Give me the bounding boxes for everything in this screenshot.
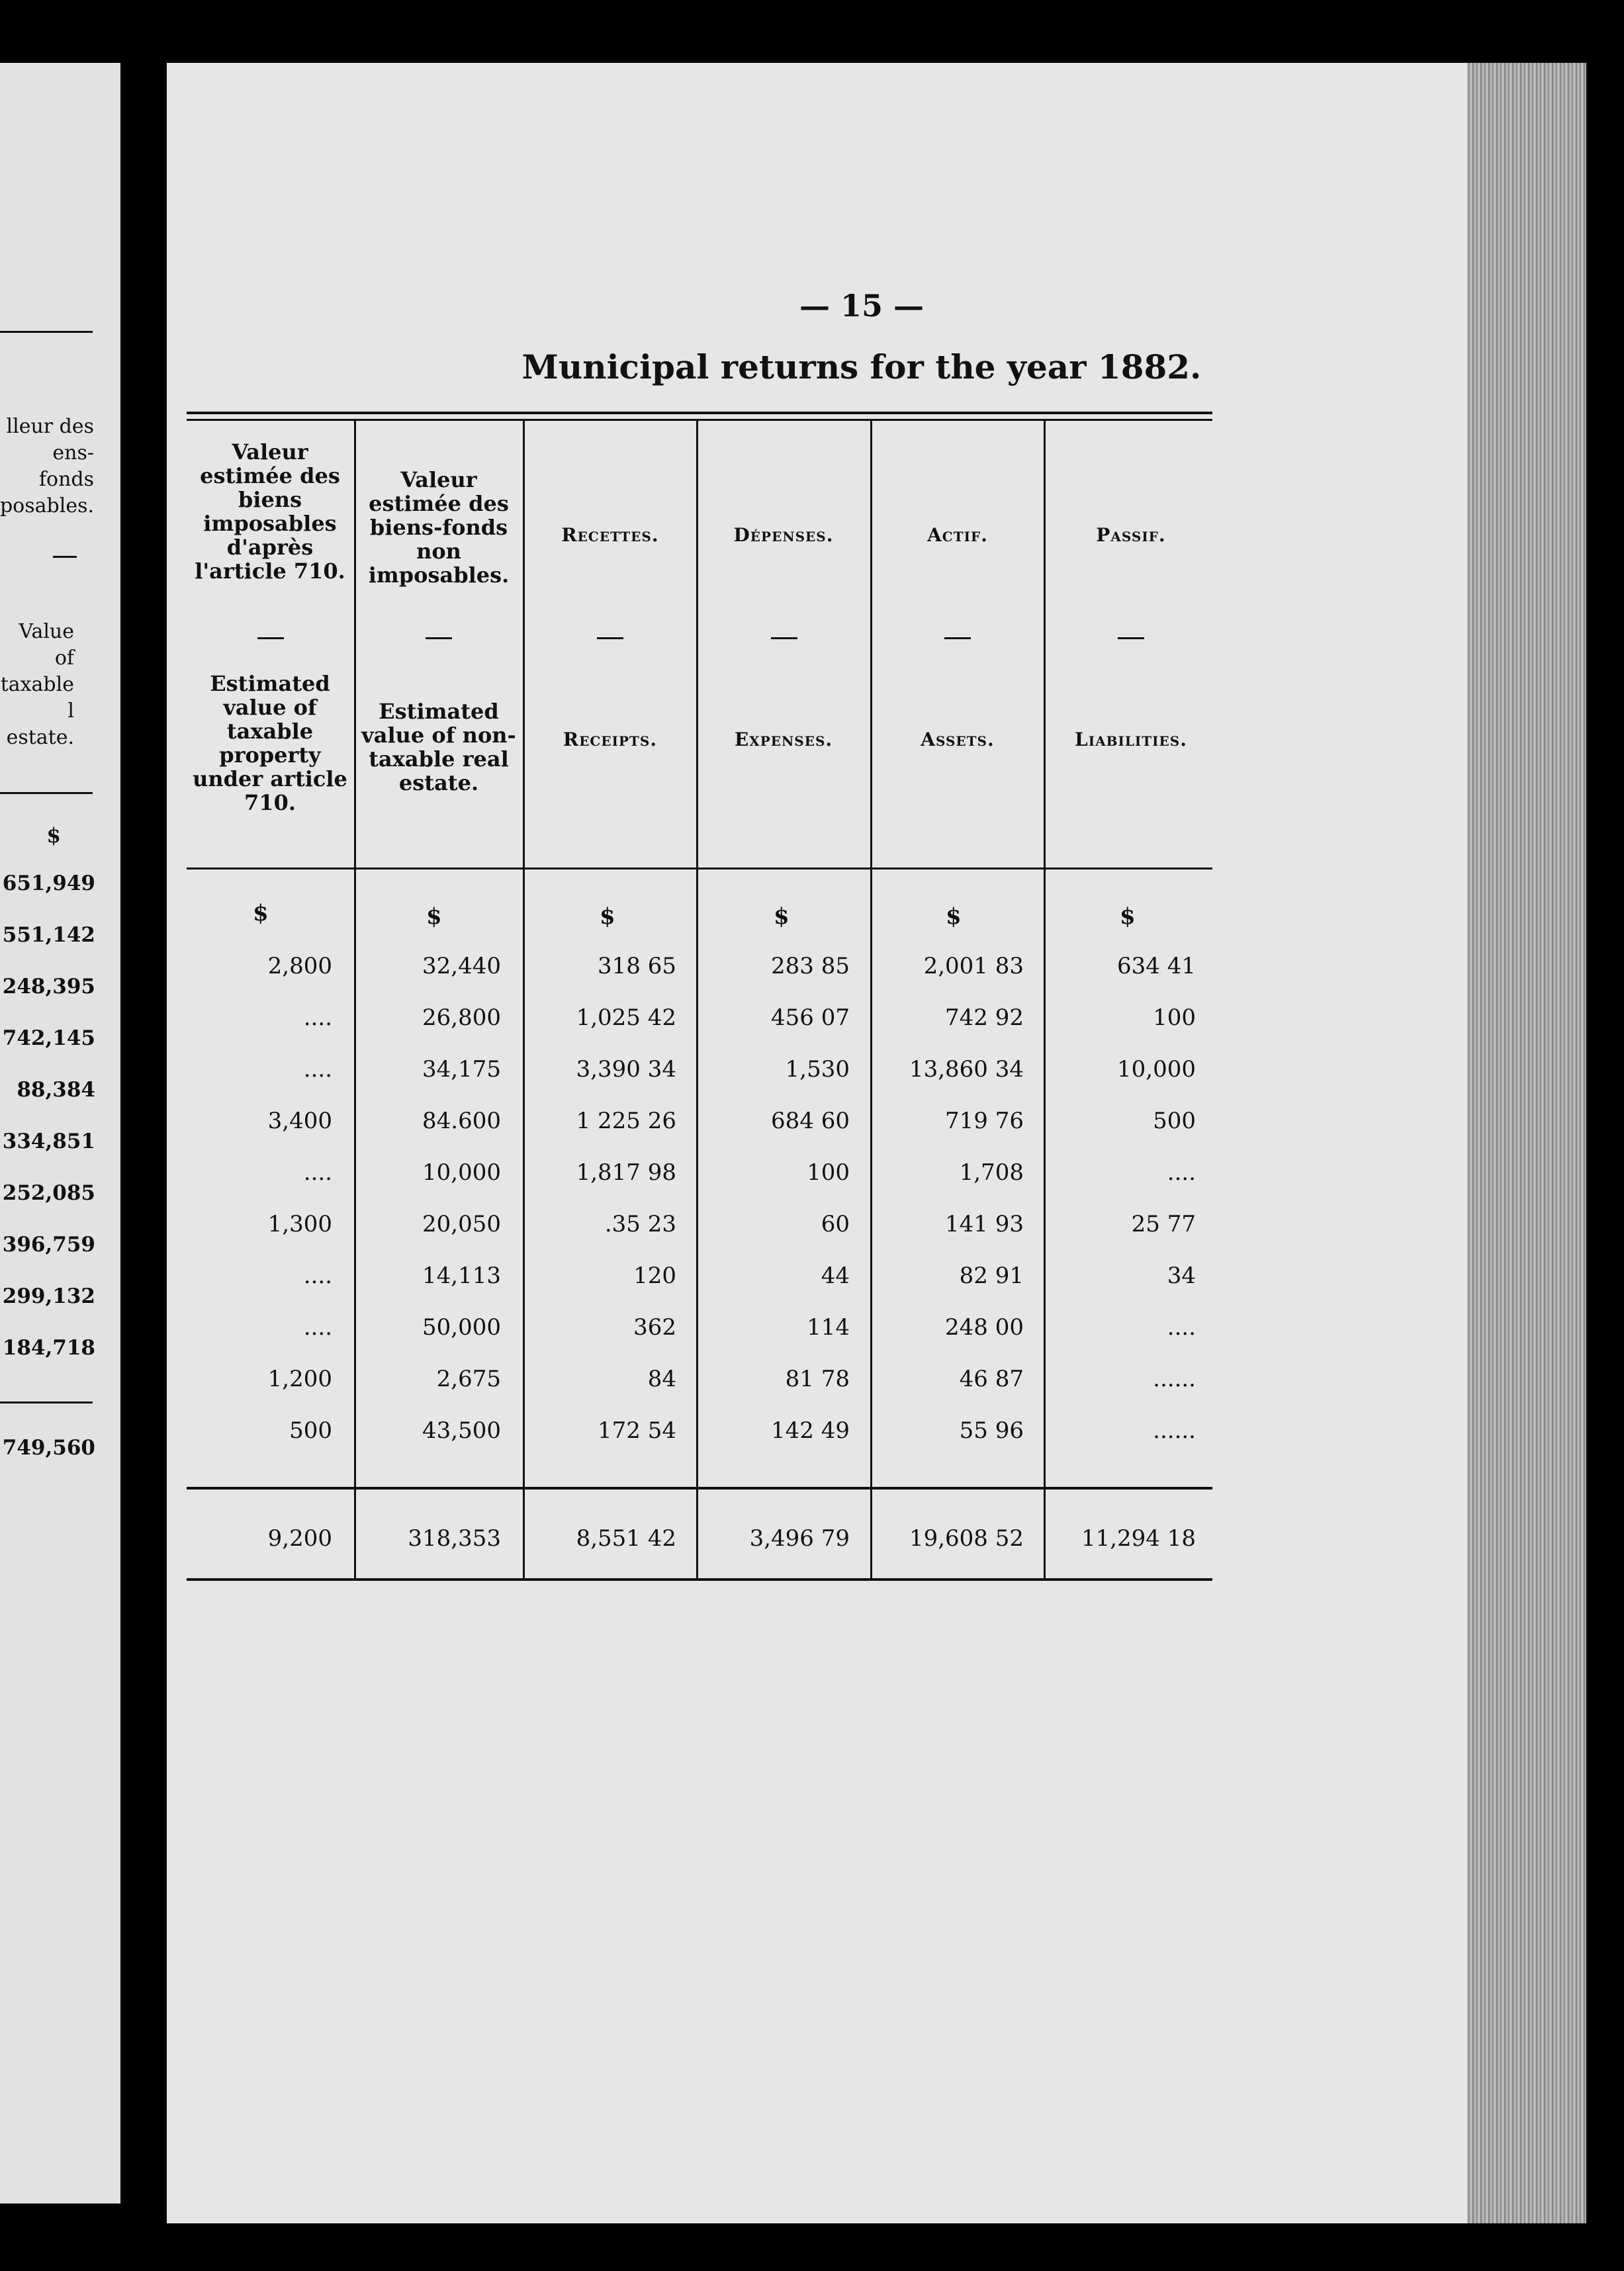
table-bottom-rule	[187, 1578, 1212, 1581]
left-header-line: Value of	[19, 620, 74, 670]
table-cell-r2-c4: 456 07	[771, 1004, 850, 1031]
left-value: 88,384	[17, 1078, 95, 1102]
header-en-col-6: Liabilities.	[1075, 729, 1187, 750]
left-value: 252,085	[2, 1181, 95, 1205]
header-en-col-2: Estimated value of non-taxable real estate.	[361, 699, 516, 795]
header-dash	[426, 637, 452, 639]
left-header-en	[0, 619, 74, 751]
col-separator	[523, 421, 525, 1581]
header-fr-col-2: Valeur estimée des biens-fonds non imposables.	[368, 467, 510, 588]
table-cell-r8-c5: 248 00	[945, 1314, 1024, 1341]
currency-symbol: $	[600, 903, 615, 930]
left-value: 248,395	[2, 975, 95, 999]
table-cell-r5-c4: 100	[807, 1159, 850, 1186]
col-separator	[870, 421, 872, 1581]
table-top-rule	[187, 412, 1212, 414]
table-cell-r7-c2: 14,113	[422, 1263, 501, 1289]
table-cell-r4-c5: 719 76	[945, 1108, 1024, 1134]
header-fr-col-6: Passif.	[1096, 524, 1166, 546]
header-dash	[944, 637, 971, 639]
left-value: 299,132	[2, 1284, 95, 1308]
left-header-line: l estate.	[6, 699, 74, 749]
table-cell-r9-c5: 46 87	[959, 1366, 1024, 1392]
table-top-rule-2	[187, 419, 1212, 421]
table-cell-r2-c1: ....	[303, 1004, 332, 1031]
total-cell-c5: 19,608 52	[909, 1525, 1024, 1552]
table-cell-r6-c6: 25 77	[1131, 1211, 1196, 1237]
table-cell-r2-c5: 742 92	[945, 1004, 1024, 1031]
left-value: 334,851	[2, 1130, 95, 1153]
table-cell-r6-c1: 1,300	[267, 1211, 332, 1237]
table-cell-r10-c4: 142 49	[771, 1417, 850, 1444]
table-cell-r3-c2: 34,175	[422, 1056, 501, 1083]
table-cell-r5-c2: 10,000	[422, 1159, 501, 1186]
totals-rule	[187, 1487, 1212, 1490]
table-cell-r9-c4: 81 78	[785, 1366, 850, 1392]
table-cell-r7-c6: 34	[1167, 1263, 1196, 1289]
table-cell-r10-c1: 500	[289, 1417, 332, 1444]
table-cell-r8-c2: 50,000	[422, 1314, 501, 1341]
table-cell-r4-c3: 1 225 26	[576, 1108, 676, 1134]
header-fr-col-5: Actif.	[927, 524, 988, 546]
header-en-col-3: Receipts.	[563, 729, 658, 750]
table-cell-r6-c4: 60	[821, 1211, 850, 1237]
left-rule-bottom	[0, 1402, 93, 1403]
table-cell-r7-c1: ....	[303, 1263, 332, 1289]
table-cell-r6-c2: 20,050	[422, 1211, 501, 1237]
table-cell-r4-c6: 500	[1153, 1108, 1196, 1134]
header-en-col-4: Expenses.	[734, 729, 833, 750]
total-cell-c3: 8,551 42	[576, 1525, 676, 1552]
table-cell-r3-c6: 10,000	[1117, 1056, 1196, 1083]
table-cell-r1-c6: 634 41	[1117, 953, 1196, 979]
table-cell-r8-c4: 114	[807, 1314, 850, 1341]
page-edge	[1467, 63, 1586, 2223]
left-value: 742,145	[2, 1026, 95, 1050]
header-en-col-1: Estimated value of taxable property under article 710.	[193, 671, 347, 815]
table-cell-r9-c3: 84	[647, 1366, 676, 1392]
header-fr-col-3: Recettes.	[561, 524, 659, 546]
table-cell-r9-c1: 1,200	[267, 1366, 332, 1392]
table-cell-r1-c4: 283 85	[771, 953, 850, 979]
table-cell-r10-c2: 43,500	[422, 1417, 501, 1444]
left-header-line: posables.	[0, 494, 94, 517]
table-cell-r3-c1: ....	[303, 1056, 332, 1083]
table-cell-r10-c6: ......	[1153, 1417, 1196, 1444]
currency-symbol: $	[1120, 903, 1136, 930]
left-rule-top	[0, 331, 93, 333]
total-cell-c6: 11,294 18	[1081, 1525, 1196, 1552]
table-cell-r6-c5: 141 93	[945, 1211, 1024, 1237]
table-cell-r3-c5: 13,860 34	[909, 1056, 1024, 1083]
header-dash	[1118, 637, 1144, 639]
table-cell-r7-c3: 120	[633, 1263, 676, 1289]
total-cell-c2: 318,353	[408, 1525, 501, 1552]
table-cell-r4-c2: 84.600	[422, 1108, 501, 1134]
table-cell-r5-c5: 1,708	[959, 1159, 1024, 1186]
table-cell-r4-c4: 684 60	[771, 1108, 850, 1134]
left-header-line: taxable	[0, 673, 74, 696]
header-dash	[597, 637, 623, 639]
table-cell-r2-c6: 100	[1153, 1004, 1196, 1031]
table-cell-r7-c4: 44	[821, 1263, 850, 1289]
table-cell-r5-c3: 1,817 98	[576, 1159, 676, 1186]
left-page-fragment	[0, 63, 120, 2204]
table-cell-r8-c1: ....	[303, 1314, 332, 1341]
book-gutter	[120, 0, 167, 2271]
table-cell-r8-c3: 362	[633, 1314, 676, 1341]
table-cell-r5-c6: ....	[1167, 1159, 1196, 1186]
header-dash	[257, 637, 284, 639]
table-cell-r3-c3: 3,390 34	[576, 1056, 676, 1083]
left-value: 551,142	[2, 923, 95, 947]
table-cell-r8-c6: ....	[1167, 1314, 1196, 1341]
table-cell-r6-c3: .35 23	[604, 1211, 676, 1237]
table-cell-r3-c4: 1,530	[785, 1056, 850, 1083]
left-dash	[53, 556, 77, 558]
table-cell-r10-c3: 172 54	[598, 1417, 676, 1444]
left-header-line: ens-fonds	[38, 441, 94, 491]
currency-symbol: $	[253, 900, 269, 926]
left-rule-mid	[0, 792, 93, 794]
left-value: 184,718	[2, 1336, 95, 1360]
table-cell-r1-c1: 2,800	[267, 953, 332, 979]
col-separator	[1044, 421, 1046, 1581]
table-cell-r7-c5: 82 91	[959, 1263, 1024, 1289]
col-separator	[696, 421, 698, 1581]
header-dash	[771, 637, 797, 639]
table-cell-r1-c3: 318 65	[598, 953, 676, 979]
table-cell-r2-c2: 26,800	[422, 1004, 501, 1031]
table-cell-r10-c5: 55 96	[959, 1417, 1024, 1444]
header-bottom-rule	[187, 868, 1212, 869]
table-cell-r2-c3: 1,025 42	[576, 1004, 676, 1031]
table-cell-r9-c2: 2,675	[436, 1366, 501, 1392]
total-cell-c1: 9,200	[267, 1525, 332, 1552]
total-cell-c4: 3,496 79	[749, 1525, 850, 1552]
table-cell-r5-c1: ....	[303, 1159, 332, 1186]
header-en-col-5: Assets.	[921, 729, 995, 750]
left-value: 651,949	[2, 871, 95, 895]
currency-symbol: $	[946, 903, 962, 930]
left-currency: $	[46, 824, 61, 848]
header-fr-col-1: Valeur estimée des biens imposables d'après l'article 710.	[195, 439, 345, 584]
left-total: 749,560	[2, 1436, 95, 1460]
main-page	[167, 63, 1467, 2223]
currency-symbol: $	[774, 903, 789, 930]
table-cell-r4-c1: 3,400	[267, 1108, 332, 1134]
left-header-fr	[0, 414, 94, 519]
col-separator	[354, 421, 356, 1581]
table-cell-r9-c6: ......	[1153, 1366, 1196, 1392]
table-cell-r1-c5: 2,001 83	[923, 953, 1024, 979]
currency-symbol: $	[426, 903, 442, 930]
page-number: — 15 —	[799, 288, 925, 324]
left-value: 396,759	[2, 1233, 95, 1257]
page-title: Municipal returns for the year 1882.	[521, 347, 1202, 386]
left-header-line: lleur des	[6, 415, 94, 438]
table-cell-r1-c2: 32,440	[422, 953, 501, 979]
header-fr-col-4: Dépenses.	[733, 524, 834, 546]
